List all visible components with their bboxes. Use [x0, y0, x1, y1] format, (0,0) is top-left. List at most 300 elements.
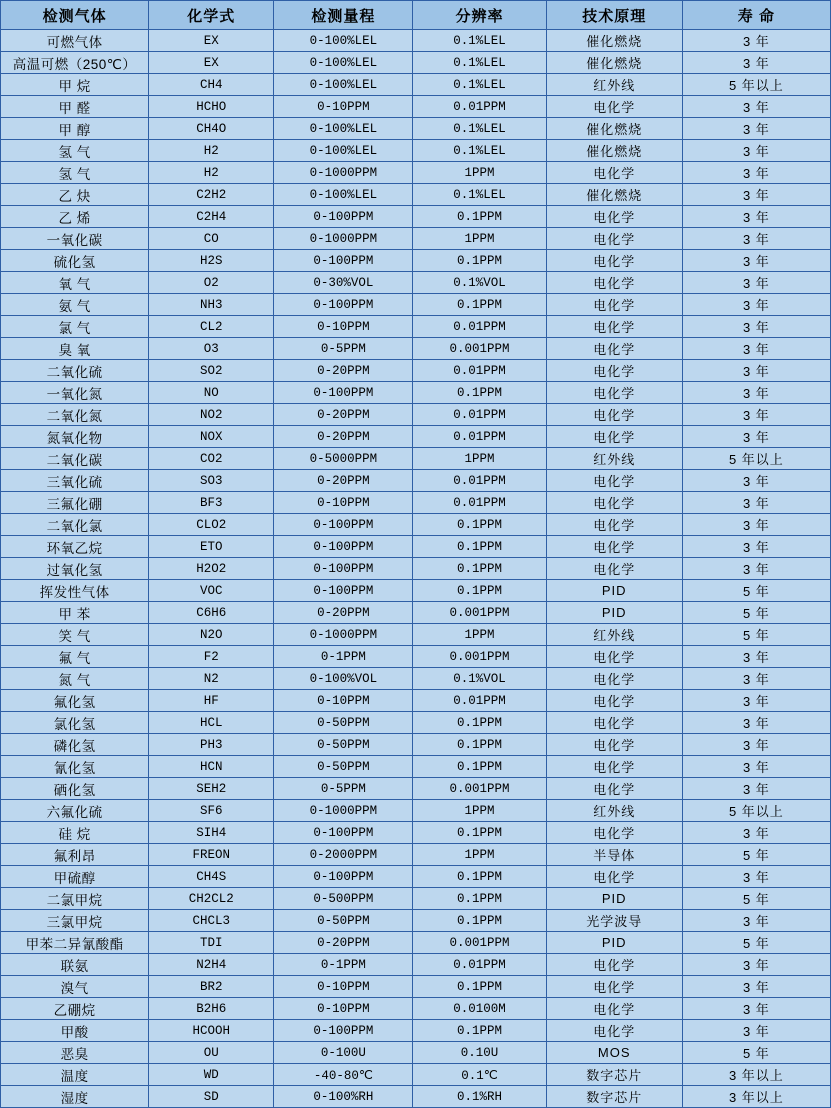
cell-resolution: 0.01PPM — [413, 360, 546, 382]
cell-detection-range: 0-100%LEL — [274, 52, 413, 74]
cell-lifespan: 3 年 — [682, 1020, 830, 1042]
cell-detection-range: 0-100%LEL — [274, 140, 413, 162]
cell-resolution: 0.1%LEL — [413, 118, 546, 140]
cell-technology: 电化学 — [546, 646, 682, 668]
cell-technology: 电化学 — [546, 294, 682, 316]
cell-gas-name: 臭 氧 — [1, 338, 149, 360]
cell-lifespan: 3 年 — [682, 976, 830, 998]
cell-lifespan: 3 年 — [682, 272, 830, 294]
cell-technology: 电化学 — [546, 690, 682, 712]
table-row — [1, 756, 831, 778]
cell-gas-name: 乙 炔 — [1, 184, 149, 206]
table-row — [1, 602, 831, 624]
cell-detection-range: 0-100PPM — [274, 558, 413, 580]
cell-detection-range: 0-100PPM — [274, 822, 413, 844]
cell-gas-name: 甲 醛 — [1, 96, 149, 118]
cell-chemical-formula: EX — [149, 30, 274, 52]
cell-detection-range: 0-100%LEL — [274, 30, 413, 52]
table-row — [1, 932, 831, 954]
cell-detection-range: 0-20PPM — [274, 404, 413, 426]
cell-resolution: 0.01PPM — [413, 404, 546, 426]
cell-gas-name: 氟化氢 — [1, 690, 149, 712]
cell-resolution: 0.1PPM — [413, 580, 546, 602]
cell-technology: PID — [546, 932, 682, 954]
table-row — [1, 866, 831, 888]
cell-lifespan: 3 年 — [682, 558, 830, 580]
cell-lifespan: 3 年 — [682, 30, 830, 52]
cell-lifespan: 3 年 — [682, 536, 830, 558]
cell-chemical-formula: VOC — [149, 580, 274, 602]
cell-detection-range: 0-100%RH — [274, 1086, 413, 1108]
column-header-lifespan: 寿 命 — [682, 1, 830, 30]
cell-detection-range: 0-100PPM — [274, 250, 413, 272]
cell-detection-range: 0-5000PPM — [274, 448, 413, 470]
cell-chemical-formula: EX — [149, 52, 274, 74]
cell-lifespan: 3 年 — [682, 822, 830, 844]
cell-lifespan: 3 年 — [682, 690, 830, 712]
table-row — [1, 624, 831, 646]
table-row — [1, 778, 831, 800]
cell-chemical-formula: H2 — [149, 162, 274, 184]
cell-chemical-formula: HCHO — [149, 96, 274, 118]
cell-detection-range: 0-10PPM — [274, 998, 413, 1020]
cell-gas-name: 二氧化氯 — [1, 514, 149, 536]
cell-technology: 电化学 — [546, 976, 682, 998]
cell-chemical-formula: HCOOH — [149, 1020, 274, 1042]
table-row — [1, 118, 831, 140]
cell-technology: 电化学 — [546, 470, 682, 492]
table-row — [1, 536, 831, 558]
cell-chemical-formula: CH4 — [149, 74, 274, 96]
cell-gas-name: 硅 烷 — [1, 822, 149, 844]
cell-lifespan: 3 年以上 — [682, 1086, 830, 1108]
cell-resolution: 0.01PPM — [413, 426, 546, 448]
cell-lifespan: 3 年 — [682, 96, 830, 118]
cell-detection-range: 0-100PPM — [274, 1020, 413, 1042]
cell-detection-range: 0-100PPM — [274, 536, 413, 558]
cell-technology: 电化学 — [546, 162, 682, 184]
cell-chemical-formula: CO2 — [149, 448, 274, 470]
cell-gas-name: 六氟化硫 — [1, 800, 149, 822]
table-row — [1, 580, 831, 602]
cell-resolution: 0.001PPM — [413, 932, 546, 954]
cell-chemical-formula: B2H6 — [149, 998, 274, 1020]
cell-resolution: 0.1%LEL — [413, 74, 546, 96]
cell-gas-name: 三氟化硼 — [1, 492, 149, 514]
cell-lifespan: 5 年 — [682, 844, 830, 866]
cell-chemical-formula: CH2CL2 — [149, 888, 274, 910]
cell-detection-range: 0-20PPM — [274, 602, 413, 624]
cell-resolution: 0.001PPM — [413, 338, 546, 360]
cell-technology: 电化学 — [546, 272, 682, 294]
cell-chemical-formula: SIH4 — [149, 822, 274, 844]
cell-lifespan: 3 年 — [682, 668, 830, 690]
cell-lifespan: 3 年 — [682, 756, 830, 778]
cell-gas-name: 高温可燃（250℃） — [1, 52, 149, 74]
table-row — [1, 338, 831, 360]
cell-technology: 电化学 — [546, 228, 682, 250]
cell-gas-name: 磷化氢 — [1, 734, 149, 756]
cell-detection-range: 0-500PPM — [274, 888, 413, 910]
cell-chemical-formula: HCN — [149, 756, 274, 778]
cell-technology: 电化学 — [546, 514, 682, 536]
cell-chemical-formula: H2 — [149, 140, 274, 162]
cell-technology: 电化学 — [546, 866, 682, 888]
cell-gas-name: 过氧化氢 — [1, 558, 149, 580]
cell-gas-name: 乙硼烷 — [1, 998, 149, 1020]
cell-lifespan: 3 年 — [682, 778, 830, 800]
cell-resolution: 0.1%LEL — [413, 30, 546, 52]
cell-technology: 催化燃烧 — [546, 118, 682, 140]
cell-detection-range: 0-20PPM — [274, 360, 413, 382]
cell-detection-range: 0-100PPM — [274, 866, 413, 888]
table-body — [1, 30, 831, 1108]
cell-lifespan: 3 年 — [682, 954, 830, 976]
cell-technology: 红外线 — [546, 800, 682, 822]
cell-technology: 电化学 — [546, 382, 682, 404]
column-header-gas-name: 检测气体 — [1, 1, 149, 30]
cell-chemical-formula: OU — [149, 1042, 274, 1064]
cell-chemical-formula: CH4S — [149, 866, 274, 888]
table-row — [1, 272, 831, 294]
cell-chemical-formula: WD — [149, 1064, 274, 1086]
cell-resolution: 0.1%VOL — [413, 272, 546, 294]
cell-gas-name: 氢 气 — [1, 162, 149, 184]
cell-chemical-formula: F2 — [149, 646, 274, 668]
table-row — [1, 734, 831, 756]
cell-technology: 催化燃烧 — [546, 140, 682, 162]
cell-detection-range: 0-1000PPM — [274, 800, 413, 822]
cell-gas-name: 氯 气 — [1, 316, 149, 338]
cell-lifespan: 5 年 — [682, 1042, 830, 1064]
cell-gas-name: 氟利昂 — [1, 844, 149, 866]
cell-resolution: 0.01PPM — [413, 470, 546, 492]
cell-chemical-formula: CLO2 — [149, 514, 274, 536]
table-row — [1, 316, 831, 338]
cell-technology: 电化学 — [546, 206, 682, 228]
cell-technology: PID — [546, 602, 682, 624]
cell-lifespan: 3 年 — [682, 206, 830, 228]
cell-lifespan: 3 年 — [682, 118, 830, 140]
cell-gas-name: 三氧化硫 — [1, 470, 149, 492]
cell-chemical-formula: SEH2 — [149, 778, 274, 800]
cell-resolution: 0.1PPM — [413, 558, 546, 580]
cell-gas-name: 二氧化氮 — [1, 404, 149, 426]
cell-chemical-formula: BF3 — [149, 492, 274, 514]
cell-resolution: 1PPM — [413, 624, 546, 646]
cell-chemical-formula: CO — [149, 228, 274, 250]
cell-gas-name: 甲硫醇 — [1, 866, 149, 888]
cell-gas-name: 三氯甲烷 — [1, 910, 149, 932]
cell-chemical-formula: O2 — [149, 272, 274, 294]
cell-chemical-formula: CL2 — [149, 316, 274, 338]
cell-detection-range: 0-100PPM — [274, 514, 413, 536]
cell-detection-range: 0-1000PPM — [274, 624, 413, 646]
cell-detection-range: 0-1000PPM — [274, 162, 413, 184]
cell-technology: 电化学 — [546, 250, 682, 272]
cell-technology: 红外线 — [546, 624, 682, 646]
cell-detection-range: 0-100%LEL — [274, 74, 413, 96]
table-row — [1, 1042, 831, 1064]
cell-detection-range: 0-1PPM — [274, 646, 413, 668]
table-row — [1, 74, 831, 96]
cell-technology: 电化学 — [546, 778, 682, 800]
table-row — [1, 250, 831, 272]
cell-detection-range: 0-2000PPM — [274, 844, 413, 866]
cell-technology: 电化学 — [546, 338, 682, 360]
cell-resolution: 0.1PPM — [413, 1020, 546, 1042]
cell-resolution: 0.1PPM — [413, 756, 546, 778]
cell-detection-range: 0-30%VOL — [274, 272, 413, 294]
cell-gas-name: 环氧乙烷 — [1, 536, 149, 558]
cell-technology: MOS — [546, 1042, 682, 1064]
cell-lifespan: 3 年 — [682, 162, 830, 184]
cell-gas-name: 温度 — [1, 1064, 149, 1086]
table-row — [1, 558, 831, 580]
cell-resolution: 1PPM — [413, 448, 546, 470]
cell-lifespan: 3 年 — [682, 184, 830, 206]
cell-chemical-formula: HF — [149, 690, 274, 712]
cell-detection-range: 0-50PPM — [274, 734, 413, 756]
cell-lifespan: 3 年 — [682, 360, 830, 382]
cell-detection-range: 0-20PPM — [274, 470, 413, 492]
cell-gas-name: 甲苯二异氰酸酯 — [1, 932, 149, 954]
table-row — [1, 382, 831, 404]
cell-gas-name: 溴气 — [1, 976, 149, 998]
table-header-row — [1, 1, 831, 30]
cell-technology: 催化燃烧 — [546, 184, 682, 206]
cell-detection-range: 0-20PPM — [274, 932, 413, 954]
table-row — [1, 954, 831, 976]
table-row — [1, 162, 831, 184]
cell-lifespan: 3 年 — [682, 294, 830, 316]
cell-chemical-formula: SO3 — [149, 470, 274, 492]
table-row — [1, 668, 831, 690]
cell-chemical-formula: O3 — [149, 338, 274, 360]
table-row — [1, 1086, 831, 1108]
cell-detection-range: 0-10PPM — [274, 316, 413, 338]
table-row — [1, 140, 831, 162]
cell-resolution: 0.1PPM — [413, 382, 546, 404]
cell-chemical-formula: N2H4 — [149, 954, 274, 976]
cell-resolution: 0.1PPM — [413, 734, 546, 756]
cell-gas-name: 乙 烯 — [1, 206, 149, 228]
cell-resolution: 0.1PPM — [413, 712, 546, 734]
cell-technology: 电化学 — [546, 998, 682, 1020]
cell-chemical-formula: FREON — [149, 844, 274, 866]
cell-lifespan: 3 年 — [682, 52, 830, 74]
cell-chemical-formula: NO2 — [149, 404, 274, 426]
cell-chemical-formula: HCL — [149, 712, 274, 734]
column-header-chemical-formula: 化学式 — [149, 1, 274, 30]
cell-gas-name: 氢 气 — [1, 140, 149, 162]
cell-technology: 红外线 — [546, 74, 682, 96]
cell-gas-name: 甲 醇 — [1, 118, 149, 140]
cell-gas-name: 湿度 — [1, 1086, 149, 1108]
cell-chemical-formula: C2H2 — [149, 184, 274, 206]
cell-gas-name: 一氧化碳 — [1, 228, 149, 250]
cell-gas-name: 氧 气 — [1, 272, 149, 294]
cell-resolution: 0.1%LEL — [413, 140, 546, 162]
cell-chemical-formula: SD — [149, 1086, 274, 1108]
cell-detection-range: 0-50PPM — [274, 910, 413, 932]
cell-gas-name: 氰化氢 — [1, 756, 149, 778]
cell-lifespan: 3 年 — [682, 382, 830, 404]
cell-chemical-formula: N2 — [149, 668, 274, 690]
cell-gas-name: 氯化氢 — [1, 712, 149, 734]
cell-detection-range: 0-10PPM — [274, 492, 413, 514]
table-row — [1, 888, 831, 910]
cell-resolution: 0.1PPM — [413, 866, 546, 888]
cell-resolution: 0.001PPM — [413, 646, 546, 668]
cell-gas-name: 甲酸 — [1, 1020, 149, 1042]
table-row — [1, 228, 831, 250]
cell-gas-name: 联氨 — [1, 954, 149, 976]
cell-lifespan: 5 年 — [682, 580, 830, 602]
table-row — [1, 998, 831, 1020]
table-row — [1, 910, 831, 932]
cell-technology: 半导体 — [546, 844, 682, 866]
cell-chemical-formula: PH3 — [149, 734, 274, 756]
cell-lifespan: 3 年以上 — [682, 1064, 830, 1086]
cell-chemical-formula: NH3 — [149, 294, 274, 316]
table-row — [1, 30, 831, 52]
cell-lifespan: 3 年 — [682, 866, 830, 888]
cell-gas-name: 氟 气 — [1, 646, 149, 668]
cell-technology: 数字芯片 — [546, 1086, 682, 1108]
cell-lifespan: 3 年 — [682, 316, 830, 338]
table-row — [1, 822, 831, 844]
cell-resolution: 0.1PPM — [413, 206, 546, 228]
cell-lifespan: 3 年 — [682, 228, 830, 250]
table-row — [1, 184, 831, 206]
cell-technology: 电化学 — [546, 712, 682, 734]
cell-chemical-formula: H2O2 — [149, 558, 274, 580]
cell-lifespan: 3 年 — [682, 426, 830, 448]
cell-resolution: 0.001PPM — [413, 778, 546, 800]
cell-detection-range: 0-100%VOL — [274, 668, 413, 690]
cell-resolution: 0.01PPM — [413, 690, 546, 712]
cell-detection-range: 0-50PPM — [274, 712, 413, 734]
table-row — [1, 448, 831, 470]
table-row — [1, 1020, 831, 1042]
cell-resolution: 0.1℃ — [413, 1064, 546, 1086]
cell-lifespan: 5 年 — [682, 624, 830, 646]
cell-resolution: 0.1PPM — [413, 294, 546, 316]
cell-chemical-formula: NO — [149, 382, 274, 404]
table-row — [1, 646, 831, 668]
cell-detection-range: 0-5PPM — [274, 778, 413, 800]
cell-technology: 光学波导 — [546, 910, 682, 932]
cell-detection-range: 0-50PPM — [274, 756, 413, 778]
cell-technology: 电化学 — [546, 404, 682, 426]
cell-chemical-formula: C2H4 — [149, 206, 274, 228]
cell-gas-name: 氮 气 — [1, 668, 149, 690]
cell-lifespan: 3 年 — [682, 910, 830, 932]
cell-resolution: 0.10U — [413, 1042, 546, 1064]
cell-resolution: 0.1%LEL — [413, 184, 546, 206]
cell-gas-name: 氨 气 — [1, 294, 149, 316]
cell-resolution: 0.1%VOL — [413, 668, 546, 690]
cell-lifespan: 5 年以上 — [682, 448, 830, 470]
cell-chemical-formula: NOX — [149, 426, 274, 448]
cell-detection-range: 0-100PPM — [274, 206, 413, 228]
cell-gas-name: 硒化氢 — [1, 778, 149, 800]
cell-lifespan: 3 年 — [682, 998, 830, 1020]
cell-lifespan: 5 年 — [682, 888, 830, 910]
cell-gas-name: 甲 烷 — [1, 74, 149, 96]
cell-technology: 电化学 — [546, 492, 682, 514]
cell-technology: 电化学 — [546, 360, 682, 382]
table-row — [1, 492, 831, 514]
table-row — [1, 976, 831, 998]
cell-resolution: 0.0100M — [413, 998, 546, 1020]
cell-detection-range: 0-100U — [274, 1042, 413, 1064]
table-row — [1, 712, 831, 734]
cell-technology: PID — [546, 580, 682, 602]
cell-technology: 电化学 — [546, 316, 682, 338]
cell-chemical-formula: N2O — [149, 624, 274, 646]
cell-resolution: 1PPM — [413, 162, 546, 184]
cell-technology: 电化学 — [546, 822, 682, 844]
column-header-technology: 技术原理 — [546, 1, 682, 30]
cell-lifespan: 3 年 — [682, 492, 830, 514]
cell-detection-range: 0-1PPM — [274, 954, 413, 976]
cell-technology: 电化学 — [546, 536, 682, 558]
cell-resolution: 0.001PPM — [413, 602, 546, 624]
cell-technology: 电化学 — [546, 1020, 682, 1042]
cell-detection-range: 0-5PPM — [274, 338, 413, 360]
cell-detection-range: 0-10PPM — [274, 690, 413, 712]
cell-resolution: 0.01PPM — [413, 954, 546, 976]
cell-resolution: 0.1PPM — [413, 822, 546, 844]
cell-gas-name: 二氧化硫 — [1, 360, 149, 382]
cell-detection-range: 0-10PPM — [274, 96, 413, 118]
table-row — [1, 294, 831, 316]
cell-lifespan: 5 年以上 — [682, 800, 830, 822]
cell-resolution: 0.1PPM — [413, 514, 546, 536]
cell-detection-range: 0-100%LEL — [274, 118, 413, 140]
cell-detection-range: 0-1000PPM — [274, 228, 413, 250]
table-row — [1, 514, 831, 536]
cell-lifespan: 3 年 — [682, 712, 830, 734]
cell-resolution: 0.01PPM — [413, 316, 546, 338]
cell-resolution: 0.1PPM — [413, 910, 546, 932]
column-header-detection-range: 检测量程 — [274, 1, 413, 30]
cell-chemical-formula: H2S — [149, 250, 274, 272]
cell-gas-name: 笑 气 — [1, 624, 149, 646]
cell-resolution: 0.1PPM — [413, 976, 546, 998]
cell-resolution: 0.1%LEL — [413, 52, 546, 74]
table-row — [1, 690, 831, 712]
cell-chemical-formula: C6H6 — [149, 602, 274, 624]
cell-technology: 数字芯片 — [546, 1064, 682, 1086]
table-row — [1, 844, 831, 866]
cell-detection-range: 0-100%LEL — [274, 184, 413, 206]
cell-technology: PID — [546, 888, 682, 910]
cell-resolution: 0.1PPM — [413, 888, 546, 910]
cell-technology: 催化燃烧 — [546, 30, 682, 52]
cell-resolution: 0.1PPM — [413, 250, 546, 272]
cell-resolution: 1PPM — [413, 800, 546, 822]
cell-resolution: 0.1%RH — [413, 1086, 546, 1108]
cell-technology: 红外线 — [546, 448, 682, 470]
cell-chemical-formula: ETO — [149, 536, 274, 558]
cell-technology: 催化燃烧 — [546, 52, 682, 74]
cell-gas-name: 甲 苯 — [1, 602, 149, 624]
cell-detection-range: 0-100PPM — [274, 382, 413, 404]
cell-lifespan: 3 年 — [682, 646, 830, 668]
